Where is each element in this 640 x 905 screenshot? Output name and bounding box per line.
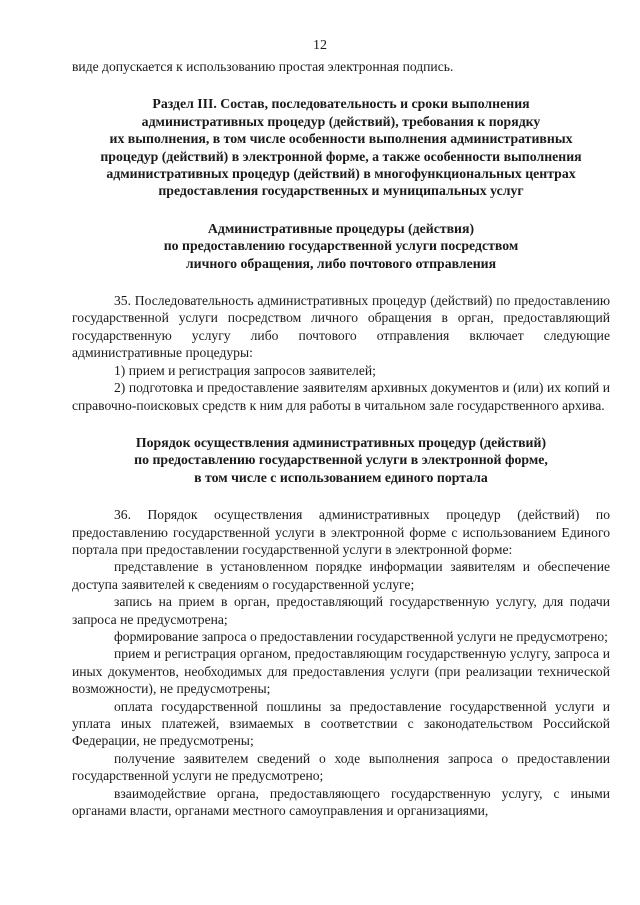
intro-line: виде допускается к использованию простая электронная подпись. bbox=[72, 59, 454, 74]
heading-line: по предоставлению государственной услуги посредством bbox=[163, 238, 519, 254]
subsection-electronic-form-heading bbox=[72, 434, 610, 486]
paragraph-36-item: формирование запроса о предоставлении государственной услуги не предусмотрено; bbox=[114, 628, 608, 644]
paragraph-36: 36. Порядок осуществления административных процедур (действий) по предоставлению государственной услуги в электронной форме с использованием Единого портала при предоставлении государственной услуги в электронной форме: bbox=[72, 507, 610, 557]
page-number: 12 bbox=[313, 38, 327, 53]
heading-line: личного обращения, либо почтового отправления bbox=[185, 255, 497, 271]
paragraph-36-item: взаимодействие органа, предоставляющего государственную услугу, с иными органами власти, органами местного самоуправления и организациями, bbox=[72, 785, 610, 819]
paragraph-35-item-1: 1) прием и регистрация запросов заявителей; bbox=[114, 362, 376, 378]
paragraph-36-item: оплата государственной пошлины за предоставление государственной услуги и уплата иных платежей, взимаемых в соответствии с законодательством Российской Федерации, не предусмотрены; bbox=[72, 698, 610, 749]
heading-line: в том числе с использованием единого портала bbox=[194, 469, 488, 485]
paragraph-35-item-2: 2) подготовка и предоставление заявителям архивных документов и (или) их копий и справочно-поисковых средств к ним для работы в читальном зале государственного архива. bbox=[72, 380, 610, 413]
heading-line: административных процедур (действий) в многофункциональных центрах bbox=[106, 166, 576, 182]
heading-line: административных процедур (действий), требования к порядку bbox=[141, 113, 541, 129]
paragraph-36-item: прием и регистрация органом, предоставляющим государственную услугу, запроса и иных документов, необходимых для предоставления услуги (при реализации технической возможности), не предусмотрены; bbox=[72, 646, 610, 697]
heading-line: предоставления государственных и муниципальных услуг bbox=[158, 183, 524, 199]
heading-line: процедур (действий) в электронной форме, а также особенности выполнения bbox=[100, 148, 582, 164]
heading-line: Порядок осуществления административных процедур (действий) bbox=[135, 434, 547, 450]
paragraph-35: 35. Последовательность административных процедур (действий) по предоставлению государственной услуги посредством личного обращения в орган, предоставляющий государственную услугу либо почтового отправления включает следующие административные процедуры: bbox=[72, 293, 610, 361]
heading-line: Раздел III. Состав, последовательность и сроки выполнения bbox=[152, 96, 530, 112]
heading-line: Административные процедуры (действия) bbox=[207, 220, 475, 236]
document-body bbox=[72, 58, 610, 819]
paragraph-36-item: получение заявителем сведений о ходе выполнения запроса о предоставлении государственной услуги не предусмотрено; bbox=[72, 750, 610, 784]
heading-line: их выполнения, в том числе особенности выполнения административных bbox=[109, 131, 573, 147]
subsection-personal-appeal-heading bbox=[72, 220, 610, 272]
heading-line: по предоставлению государственной услуги в электронной форме, bbox=[134, 452, 548, 468]
section-3-heading bbox=[72, 95, 610, 199]
paragraph-36-item: запись на прием в орган, предоставляющий государственную услугу, для подачи запроса не предусмотрена; bbox=[72, 594, 610, 627]
paragraph-36-item: представление в установленном порядке информации заявителям и обеспечение доступа заявителей к сведениям о государственной услуге; bbox=[72, 559, 610, 592]
